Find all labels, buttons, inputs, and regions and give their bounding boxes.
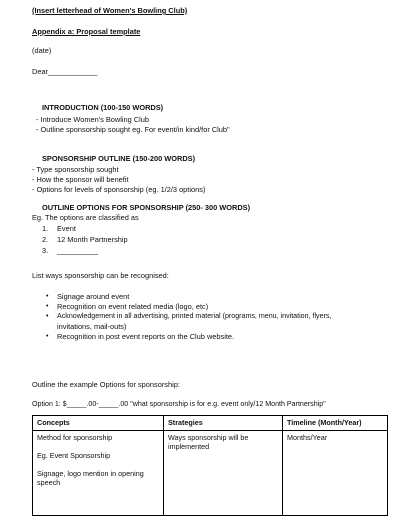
recognition-item: Signage around event	[57, 292, 130, 301]
bullet-icon: •	[46, 313, 49, 320]
bullet-icon: •	[46, 333, 49, 340]
cell-line: Method for sponsorship	[37, 433, 113, 442]
outline-options-intro: Eg. The options are classified as	[32, 213, 139, 222]
option-number: 3.	[42, 246, 49, 255]
table-header-row	[33, 416, 388, 431]
introduction-line: - Outline sponsorship sought eg. For event/in kind/for Club"	[36, 125, 230, 134]
option-one-line: Option 1: $_____.00-_____.00 "what sponsorship is for e.g. event only/12 Month Partnership"	[32, 400, 326, 408]
sponsorship-outline-line: - How the sponsor will benefit	[32, 175, 129, 184]
strategies-cell	[164, 431, 283, 516]
column-header-strategies: Strategies	[164, 416, 283, 431]
recognition-intro: List ways sponsorship can be recognised:	[32, 271, 169, 280]
option-text: Event	[57, 224, 76, 233]
bullet-icon: •	[46, 293, 49, 300]
table-row	[33, 431, 388, 516]
timeline-cell	[283, 431, 388, 516]
recognition-item-continued: invitations, mail-outs)	[57, 322, 127, 331]
sponsorship-outline-heading: SPONSORSHIP OUTLINE (150-200 WORDS)	[42, 154, 196, 163]
bullet-icon: •	[46, 303, 49, 310]
sponsorship-outline-line: - Options for levels of sponsorship (eg. 1/2/3 options)	[32, 185, 206, 194]
example-options-intro: Outline the example Options for sponsorship:	[32, 380, 180, 389]
date-placeholder: (date)	[32, 46, 52, 55]
introduction-heading: INTRODUCTION (100-150 WORDS)	[42, 103, 164, 112]
appendix-heading: Appendix a: Proposal template	[32, 27, 141, 36]
cell-line: Ways sponsorship will be	[168, 433, 249, 442]
recognition-item: Recognition in post event reports on the Club website.	[57, 332, 235, 341]
cell-line: Months/Year	[287, 433, 328, 442]
cell-line: implemented	[168, 442, 210, 451]
column-header-timeline: Timeline (Month/Year)	[283, 416, 388, 431]
cell-line: Signage, logo mention in opening	[37, 469, 144, 478]
option-text: 12 Month Partnership	[57, 235, 128, 244]
letterhead: (Insert letterhead of Women's Bowling Club)	[32, 6, 188, 15]
recognition-item: Recognition on event related media (logo, etc)	[57, 302, 209, 311]
option-number: 2.	[42, 235, 49, 244]
cell-line: speech	[37, 478, 61, 487]
cell-line: Eg. Event Sponsorship	[37, 451, 111, 460]
column-header-concepts: Concepts	[33, 416, 164, 431]
salutation: Dear____________	[32, 67, 98, 76]
option-text: __________	[57, 246, 99, 255]
outline-options-heading: OUTLINE OPTIONS FOR SPONSORSHIP (250- 300 WORDS)	[42, 203, 251, 212]
option-number: 1.	[42, 224, 49, 233]
options-table	[32, 415, 388, 516]
concepts-cell	[33, 431, 164, 516]
recognition-item: Acknowledgement in all advertising, printed material (programs, menu, invitation, flyers,	[57, 312, 332, 320]
sponsorship-outline-line: - Type sponsorship sought	[32, 165, 119, 174]
introduction-line: - Introduce Women's Bowling Club	[36, 115, 150, 124]
